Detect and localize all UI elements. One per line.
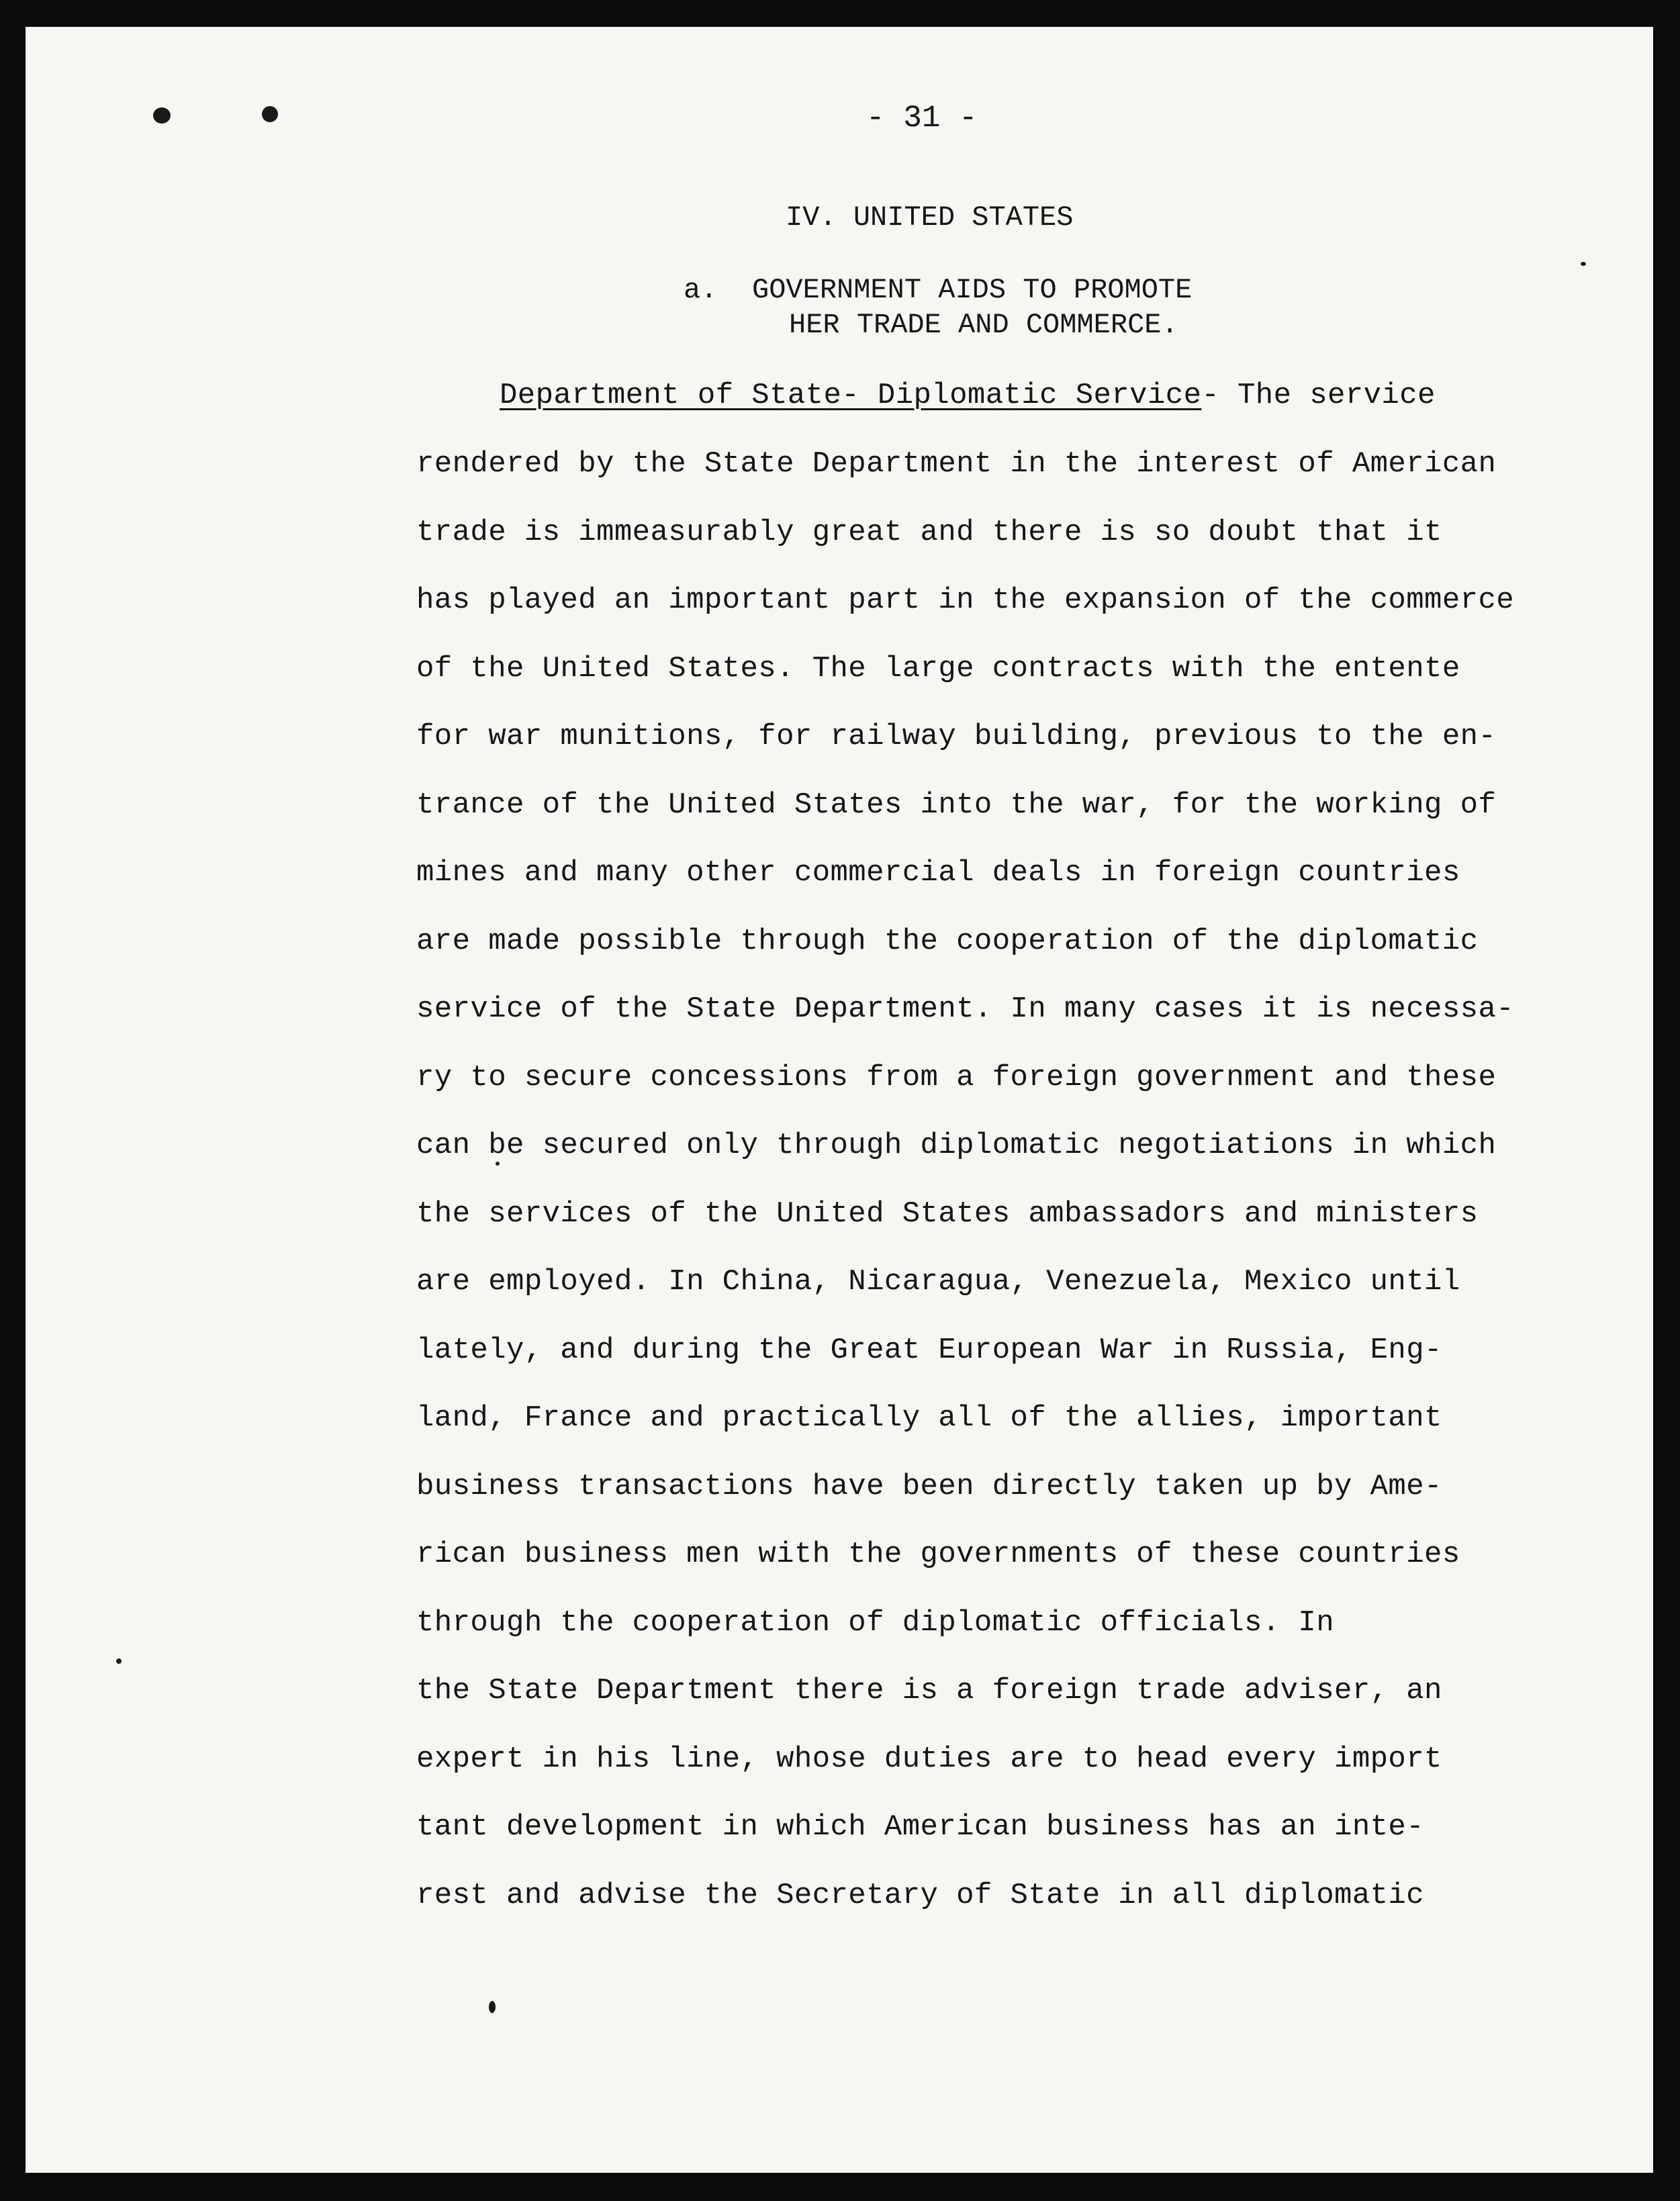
paragraph-line: rican business men with the governments of these countries [416,1538,1460,1571]
paragraph-line: through the cooperation of diplomatic officials. In [416,1605,1335,1640]
paragraph-line: the services of the United States ambassadors and ministers [416,1197,1479,1231]
scan-speck [153,107,171,124]
paragraph-line: trade is immeasurably great and there is so doubt that it [416,515,1442,549]
paragraph-line: are made possible through the cooperation of the diplomatic [416,924,1479,958]
paragraph-line: can be secured only through diplomatic negotiations in which [416,1129,1497,1162]
document-page [26,27,1653,2173]
paragraph-line: are employed. In China, Nicaragua, Venezuela, Mexico until [416,1265,1460,1299]
paragraph-first-line [500,379,1436,412]
paragraph-line: lately, and during the Great European War in Russia, Eng- [416,1333,1442,1367]
scan-speck [262,106,278,122]
paragraph-line: land, France and practically all of the allies, important [416,1401,1442,1435]
scan-speck [489,2001,496,2013]
page-number: - 31 - [866,101,978,136]
scan-speck [1581,262,1586,266]
paragraph-lead-rest: - The service [1201,379,1436,412]
paragraph-line: service of the State Department. In many cases it is necessa- [416,992,1515,1026]
subsection-title-line-2: HER TRADE AND COMMERCE. [789,309,1178,341]
paragraph-line: rest and advise the Secretary of State in all diplomatic [416,1878,1425,1912]
subsection-title-line-1: GOVERNMENT AIDS TO PROMOTE [752,274,1193,306]
section-title: IV. UNITED STATES [786,201,1074,234]
subsection-marker: a. [684,274,718,306]
paragraph-lead-heading: Department of State- Diplomatic Service [500,379,1202,412]
paragraph-line: rendered by the State Department in the interest of American [416,447,1497,481]
paragraph-line: expert in his line, whose duties are to head every import [416,1742,1442,1776]
paragraph-line: trance of the United States into the war, for the working of [416,788,1497,822]
paragraph-line: ry to secure concessions from a foreign government and these [416,1060,1497,1094]
scan-speck [116,1658,122,1664]
paragraph-line: for war munitions, for railway building, previous to the en- [416,720,1497,753]
paragraph-line: business transactions have been directly taken up by Ame- [416,1469,1442,1503]
paragraph-line: mines and many other commercial deals in foreign countries [416,856,1460,890]
paragraph-line: the State Department there is a foreign trade adviser, an [416,1674,1442,1707]
paragraph-line: of the United States. The large contracts with the entente [416,651,1460,686]
paragraph-line: has played an important part in the expansion of the commerce [416,583,1515,617]
paragraph-line: tant development in which American business has an inte- [416,1810,1425,1844]
